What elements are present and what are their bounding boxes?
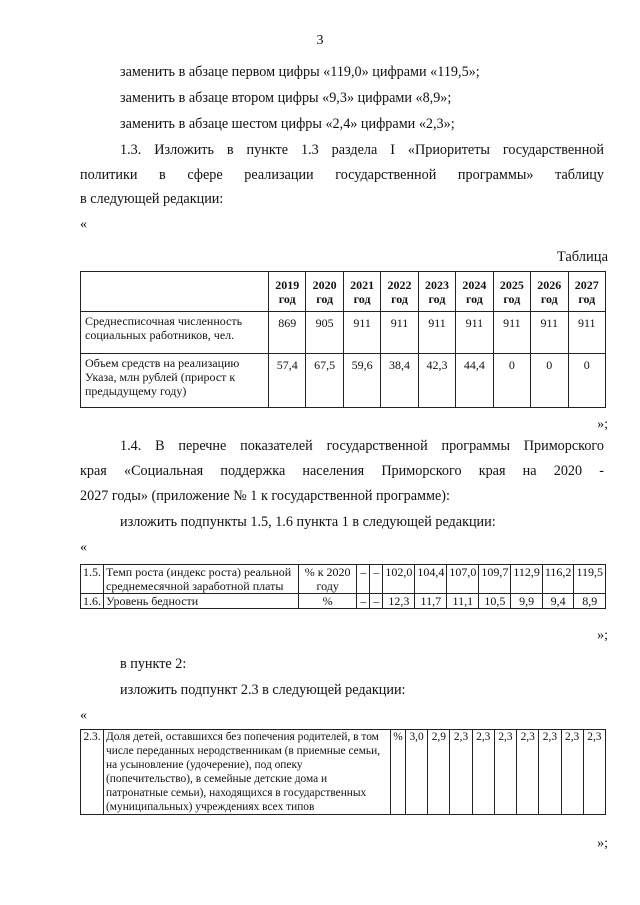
table-indicators-2 <box>80 729 606 815</box>
value-cell: 0 <box>568 354 606 408</box>
header-cell: 2021 год <box>343 272 380 312</box>
value-cell: 107,0 <box>447 565 479 594</box>
value-cell: 112,9 <box>511 565 543 594</box>
value-cell: – <box>370 565 383 594</box>
paragraph-1-3-line-1: 1.3. Изложить в пункте 1.3 раздела I «Приоритеты государственной <box>120 142 604 158</box>
paragraph-replace-sixth: заменить в абзаце шестом цифры «2,4» цифрами «2,3»; <box>120 116 455 132</box>
table-header-row <box>81 272 606 312</box>
value-cell: 911 <box>381 312 418 354</box>
value-cell: 2,3 <box>494 730 516 815</box>
table-indicators-1 <box>80 564 606 609</box>
row-number: 1.6. <box>81 594 104 609</box>
header-cell: 2026 год <box>531 272 568 312</box>
paragraph-1-4-line-1: 1.4. В перечне показателей государственной программы Приморского <box>120 438 604 454</box>
row-unit: % <box>391 730 406 815</box>
value-cell: 10,5 <box>479 594 511 609</box>
quote-open-3: « <box>80 708 87 723</box>
value-cell: 104,4 <box>415 565 447 594</box>
header-cell: 2027 год <box>568 272 606 312</box>
table-row <box>81 312 606 354</box>
row-number: 1.5. <box>81 565 104 594</box>
value-cell: – <box>357 594 370 609</box>
table-caption: Таблица <box>556 249 608 265</box>
row-label: Темп роста (индекс роста) реальной среднемесячной заработной платы <box>104 565 299 594</box>
value-cell: 109,7 <box>479 565 511 594</box>
paragraph-1-4-line-3: 2027 годы» (приложение № 1 к государственной программе): <box>80 488 450 504</box>
quote-open-2: « <box>80 540 87 555</box>
paragraph-1-3-line-2: политики в сфере реализации государственной программы» таблицу <box>80 167 604 183</box>
paragraph-replace-first: заменить в абзаце первом цифры «119,0» цифрами «119,5»; <box>120 64 480 80</box>
value-cell: 0 <box>493 354 530 408</box>
value-cell: 59,6 <box>343 354 380 408</box>
value-cell: 911 <box>493 312 530 354</box>
value-cell: 102,0 <box>383 565 415 594</box>
value-cell: 2,9 <box>428 730 450 815</box>
table-row <box>81 565 606 594</box>
value-cell: 11,1 <box>447 594 479 609</box>
value-cell: 38,4 <box>381 354 418 408</box>
value-cell: 905 <box>306 312 343 354</box>
value-cell: 911 <box>568 312 606 354</box>
value-cell: 11,7 <box>415 594 447 609</box>
row-unit: % <box>298 594 356 609</box>
value-cell: 2,3 <box>583 730 605 815</box>
value-cell: 2,3 <box>561 730 583 815</box>
value-cell: 911 <box>343 312 380 354</box>
table-social-workers <box>80 271 606 408</box>
row-label: Уровень бедности <box>104 594 299 609</box>
header-cell: 2020 год <box>306 272 343 312</box>
value-cell: 119,5 <box>574 565 606 594</box>
paragraph-replace-second: заменить в абзаце втором цифры «9,3» цифрами «8,9»; <box>120 90 452 106</box>
table-row <box>81 354 606 408</box>
value-cell: 116,2 <box>542 565 574 594</box>
table-row <box>81 730 606 815</box>
value-cell: 44,4 <box>456 354 493 408</box>
value-cell: 9,9 <box>511 594 543 609</box>
value-cell: – <box>357 565 370 594</box>
value-cell: 67,5 <box>306 354 343 408</box>
paragraph-replace-subitem-2-3: изложить подпункт 2.3 в следующей редакции: <box>120 682 406 698</box>
value-cell: 911 <box>418 312 455 354</box>
value-cell: 911 <box>531 312 568 354</box>
quote-close-3: »; <box>597 836 608 851</box>
header-cell: 2019 год <box>269 272 306 312</box>
value-cell: 0 <box>531 354 568 408</box>
paragraph-1-4-line-2: края «Социальная поддержка населения Приморского края на 2020 - <box>80 463 604 479</box>
table-row <box>81 594 606 609</box>
row-label: Объем средств на реализацию Указа, млн рублей (прирост к предыдущему году) <box>81 354 269 408</box>
header-cell: 2023 год <box>418 272 455 312</box>
value-cell: 2,3 <box>517 730 539 815</box>
value-cell: 8,9 <box>574 594 606 609</box>
quote-close-2: »; <box>597 628 608 643</box>
quote-open-1: « <box>80 217 87 232</box>
page-number: 3 <box>316 33 324 48</box>
header-cell: 2022 год <box>381 272 418 312</box>
value-cell: 9,4 <box>542 594 574 609</box>
row-label: Доля детей, оставшихся без попечения родителей, в том числе переданных неродственникам (в приемные семьи, на усыновление (удочерение), под опеку (попечительство), в семейные детские дома и патронатные семьи), находящихся в государственных (муниципальных) учреждениях всех типов <box>104 730 391 815</box>
value-cell: 12,3 <box>383 594 415 609</box>
paragraph-replace-subitems: изложить подпункты 1.5, 1.6 пункта 1 в следующей редакции: <box>120 514 496 530</box>
value-cell: 911 <box>456 312 493 354</box>
quote-close-1: »; <box>597 417 608 432</box>
paragraph-1-3-line-3: в следующей редакции: <box>80 191 224 207</box>
value-cell: 2,3 <box>450 730 472 815</box>
value-cell: – <box>370 594 383 609</box>
value-cell: 869 <box>269 312 306 354</box>
paragraph-in-item-2: в пункте 2: <box>120 656 187 672</box>
header-cell: 2025 год <box>493 272 530 312</box>
value-cell: 2,3 <box>539 730 561 815</box>
row-label: Среднесписочная численность социальных работников, чел. <box>81 312 269 354</box>
value-cell: 2,3 <box>472 730 494 815</box>
header-cell: 2024 год <box>456 272 493 312</box>
value-cell: 57,4 <box>269 354 306 408</box>
value-cell: 3,0 <box>406 730 428 815</box>
value-cell: 42,3 <box>418 354 455 408</box>
row-number: 2.3. <box>81 730 104 815</box>
row-unit: % к 2020 году <box>298 565 356 594</box>
